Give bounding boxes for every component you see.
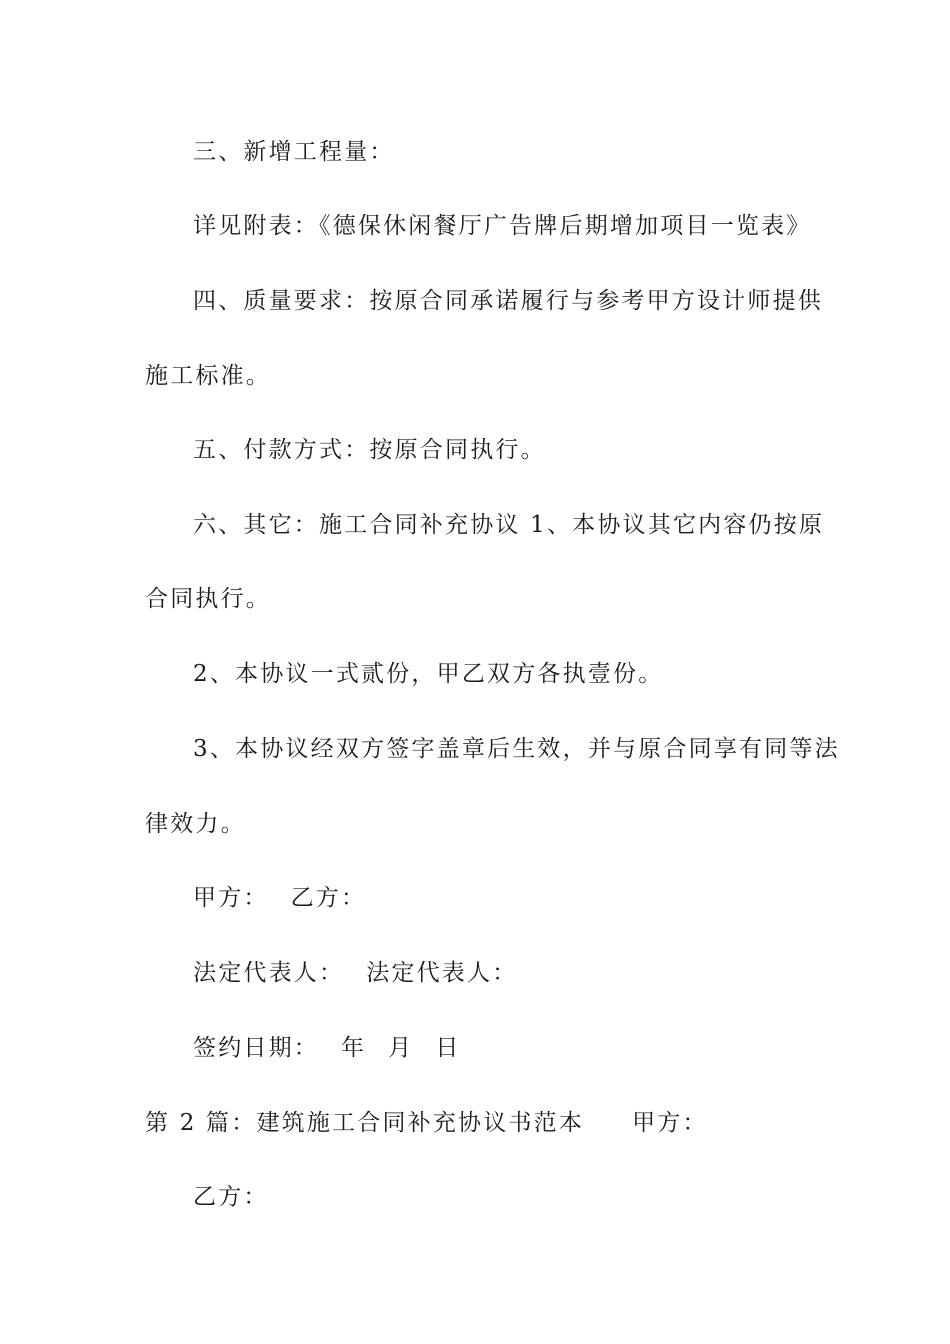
paragraph-payment: 五、付款方式：按原合同执行。 xyxy=(193,437,546,463)
day-label: 日 xyxy=(435,1035,461,1061)
party-a-label: 甲方： xyxy=(193,885,269,911)
paragraph-other-line2: 合同执行。 xyxy=(145,586,271,612)
section2-title: 第 2 篇：建筑施工合同补充协议书范本 xyxy=(145,1110,585,1136)
paragraph-quality-line2: 施工标准。 xyxy=(145,363,271,389)
paragraph-quality-line1: 四、质量要求：按原合同承诺履行与参考甲方设计师提供 xyxy=(193,288,823,314)
rep-b-label: 法定代表人： xyxy=(366,960,518,986)
date-label: 签约日期： xyxy=(193,1035,319,1061)
rep-a-label: 法定代表人： xyxy=(193,960,345,986)
paragraph-effect-line1: 3、本协议经双方签字盖章后生效，并与原合同享有同等法 xyxy=(193,736,840,762)
section2-heading-line xyxy=(145,1108,708,1138)
signature-representatives xyxy=(193,958,517,988)
section-heading-new-work: 三、新增工程量： xyxy=(193,139,395,165)
signature-parties xyxy=(193,883,366,913)
month-label: 月 xyxy=(388,1035,414,1061)
party-b-label: 乙方： xyxy=(290,885,367,911)
paragraph-other-line1: 六、其它：施工合同补充协议 1、本协议其它内容仍按原 xyxy=(193,512,825,538)
signature-date xyxy=(193,1033,461,1063)
section2-party-a-label: 甲方： xyxy=(632,1110,708,1136)
paragraph-effect-line2: 律效力。 xyxy=(145,811,246,837)
paragraph-copies: 2、本协议一式贰份，甲乙双方各执壹份。 xyxy=(193,661,664,687)
paragraph-attachment: 详见附表：《德保休闲餐厅广告牌后期增加项目一览表》 xyxy=(193,213,812,239)
year-label: 年 xyxy=(341,1035,367,1061)
section2-party-b-label: 乙方： xyxy=(193,1184,269,1210)
